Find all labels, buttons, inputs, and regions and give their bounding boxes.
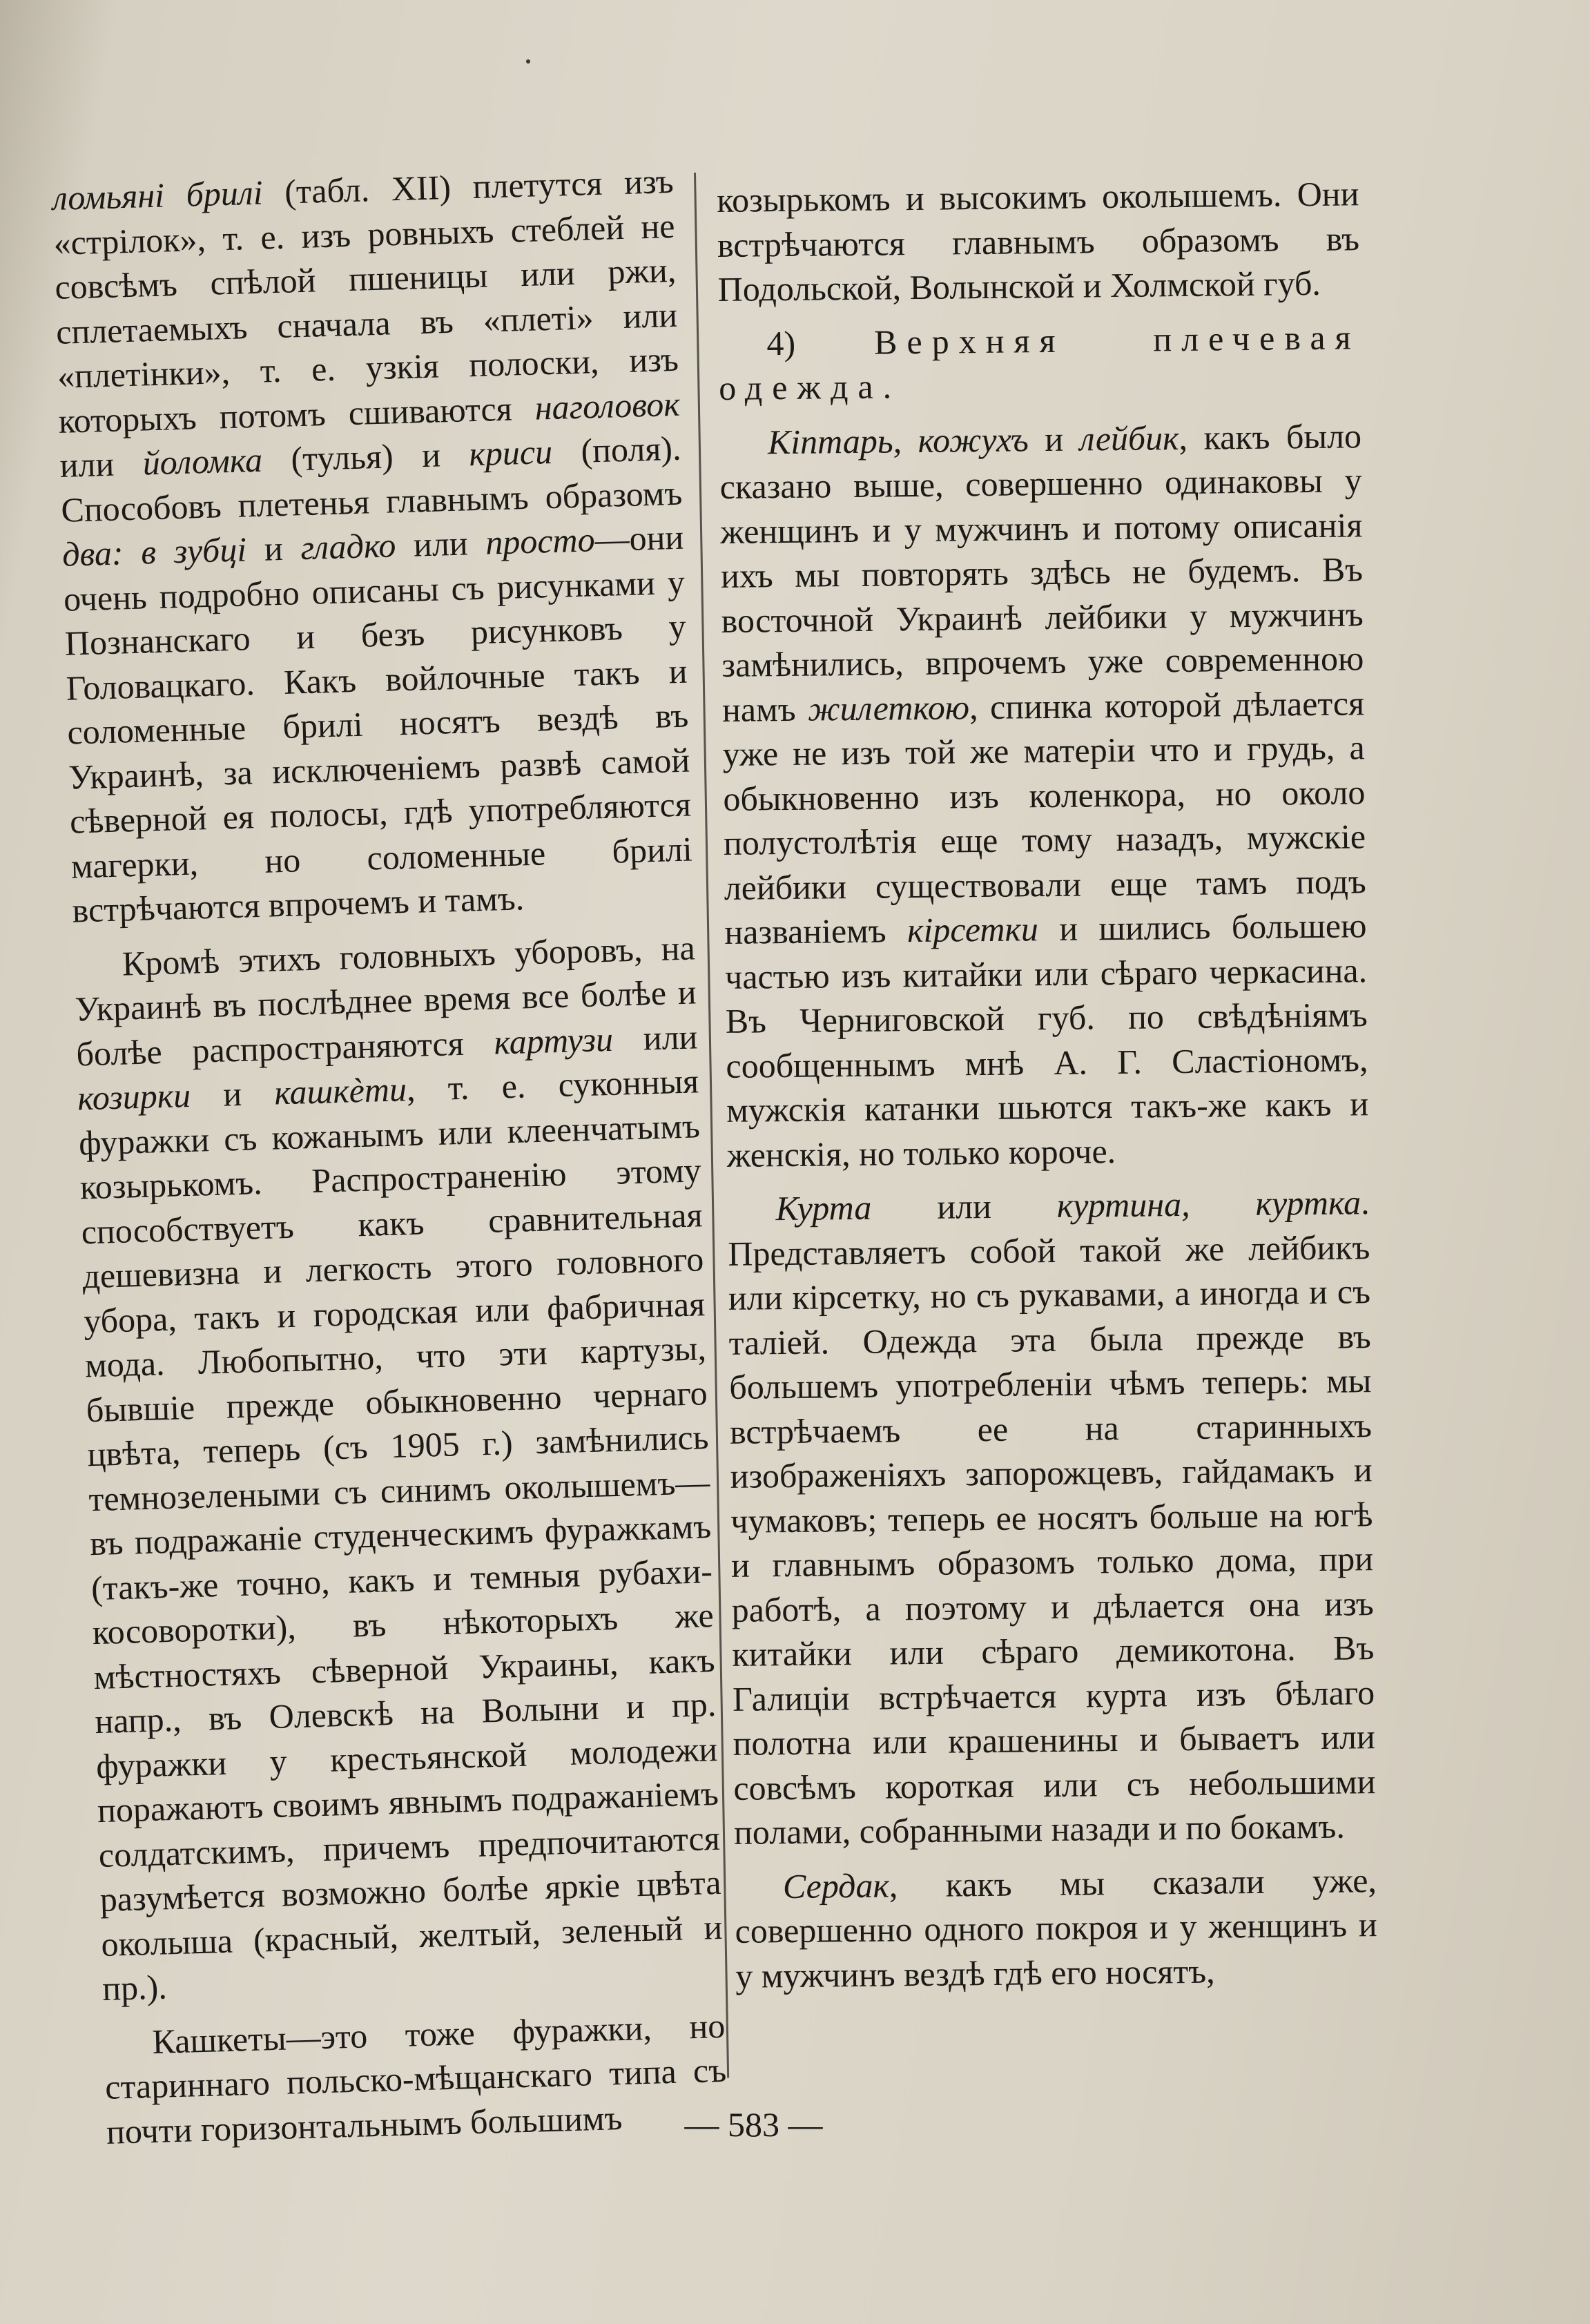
italic-term: Сердак	[782, 1866, 890, 1906]
text-run: и	[190, 1073, 275, 1114]
paragraph	[73, 925, 724, 2011]
italic-term: криси	[468, 432, 553, 474]
text-run: или	[395, 523, 487, 565]
right-column	[717, 171, 1378, 2008]
text-run: и шились большею частью изъ китайки или сѣраго черкасина. Въ Черниговской губ. по свѣдѣніямъ сообщеннымъ мнѣ А. Г. Сластіономъ, мужскія катанки шьются такъ-же какъ и женскія, но только короче.	[724, 906, 1369, 1174]
text-run: , т. е. суконныя фуражки съ кожанымъ или клеенчатымъ козырькомъ. Распространенію этому способствуетъ какъ сравнительная дешевизна и легкость этого головного убора, такъ и городская или фабричная мода. Любопытно, что эти картузы, бывшіе прежде обыкновенно чернаго цвѣта, теперь (съ 1905 г.) замѣнились темнозелеными съ синимъ околышемъ—въ подражаніе студенческимъ фуражкамъ (такъ-же точно, какъ и темныя рубахи-косоворотки), въ нѣкоторыхъ же мѣстностяхъ сѣверной Украины, какъ напр., въ Олевскѣ на Волыни и пр. фуражки у крестьянской молодежи поражаютъ своимъ явнымъ подражаніемъ солдатскимъ, причемъ предпочитаются разумѣется возможно болѣе яркіе цвѣта околыша (красный, желтый, зеленый и пр.).	[78, 1061, 723, 2008]
text-run: , какъ было сказано выше, совершенно одинаковы у женщинъ и у мужчинъ и потому описанія ихъ мы повторять здѣсь не будемъ. Въ восточной Украинѣ лейбики у мужчинъ замѣнились, впрочемъ уже современною намъ	[719, 416, 1364, 729]
text-run: —они очень подробно описаны съ рисунками у Познанскаго и безъ рисунковъ у Головацкаго. Какъ войлочные такъ и соломенные брилі носятъ вездѣ въ Украинѣ, за исключеніемъ развѣ самой сѣверной ея полосы, гдѣ употребляются магерки, но соломенные брилі встрѣчаются впрочемъ и тамъ.	[63, 517, 693, 930]
text-run: (поля). Способовъ плетенья главнымъ образомъ	[60, 428, 683, 530]
text-run: 4)	[766, 322, 875, 362]
italic-term: два: в зубці	[61, 530, 247, 574]
paragraph	[52, 159, 694, 933]
italic-term: гладко	[300, 525, 397, 568]
italic-term: козирки	[77, 1075, 191, 1118]
paragraph	[717, 171, 1360, 311]
paragraph	[735, 1858, 1378, 1998]
text-run: , какъ мы сказали уже, совершенно одного покроя и у женщинъ и у мужчинъ вездѣ гдѣ его носятъ,	[735, 1860, 1377, 1995]
italic-term: кірсетки	[907, 909, 1039, 950]
text-run: и	[1028, 419, 1080, 458]
italic-term: Кіптарь, кожухъ	[767, 419, 1029, 461]
italic-term: картузи	[493, 1019, 614, 1062]
text-run: (табл. XII) плетутся изъ «стрілок», т. е. изъ ровныхъ стеблей не совсѣмъ спѣлой пшеницы или ржи, сплетаемыхъ сначала въ «плеті» или «плетінки», т. е. узкія полоски, изъ которыхъ потомъ сшиваются	[52, 161, 679, 440]
section-heading: Верхняя плечевая одежда.	[718, 317, 1361, 407]
text-run: или	[59, 443, 144, 485]
paragraph	[727, 1180, 1376, 1855]
text-run: или	[612, 1016, 698, 1058]
italic-term: ломьяні брилі	[52, 173, 264, 217]
italic-term: йоломка	[142, 440, 263, 483]
italic-term: жилеткою	[807, 687, 970, 728]
italic-term: наголовок	[534, 384, 681, 427]
page-number: — 583 —	[684, 2105, 823, 2144]
paragraph	[718, 315, 1361, 411]
text-run: Кромѣ этихъ головныхъ уборовъ, на Украинѣ въ послѣднее время все болѣе и болѣе распространяются	[74, 927, 697, 1073]
text-run: козырькомъ и высокимъ околышемъ. Они встрѣчаются главнымъ образомъ въ Подольской, Волынской и Холмской губ.	[717, 174, 1360, 309]
text-run: . Представляетъ собой такой же лейбикъ или кірсетку, но съ рукавами, а иногда и съ таліей. Одежда эта была прежде въ большемъ употребленіи чѣмъ теперь: мы встрѣчаемъ ее на старинныхъ изображеніяхъ запорожцевъ, гайдамакъ и чумаковъ; теперь ее носятъ больше на югѣ и главнымъ образомъ только дома, при работѣ, а поэтому и дѣлается она изъ китайки или сѣраго демикотона. Въ Галиціи встрѣчается курта изъ бѣлаго полотна или крашенины и бываетъ или совсѣмъ короткая или съ небольшими полами, собранными назади и по бокамъ.	[728, 1183, 1376, 1852]
italic-term: просто	[485, 520, 596, 562]
paragraph	[719, 414, 1369, 1177]
italic-term: куртина, куртка	[1056, 1183, 1361, 1225]
text-run: Кашкеты—это тоже фуражки, но стариннаго польско-мѣщанскаго типа съ почти горизонтальнымъ большимъ	[104, 2006, 727, 2151]
italic-term: лейбик	[1079, 418, 1179, 458]
italic-term: кашкѐти	[273, 1069, 407, 1112]
italic-term: Курта	[775, 1188, 872, 1228]
text-run: (тулья) и	[262, 434, 470, 479]
left-column	[52, 159, 728, 2164]
ink-speck	[526, 59, 530, 64]
text-run: или	[871, 1185, 1058, 1227]
text-run: и	[246, 528, 302, 569]
text-run: , спинка которой дѣлается уже не изъ той же матеріи что и грудь, а обыкновенно изъ коленкора, но около полустолѣтія еще тому назадъ, мужскіе лейбики существовали еще тамъ подъ названіемъ	[722, 683, 1367, 951]
